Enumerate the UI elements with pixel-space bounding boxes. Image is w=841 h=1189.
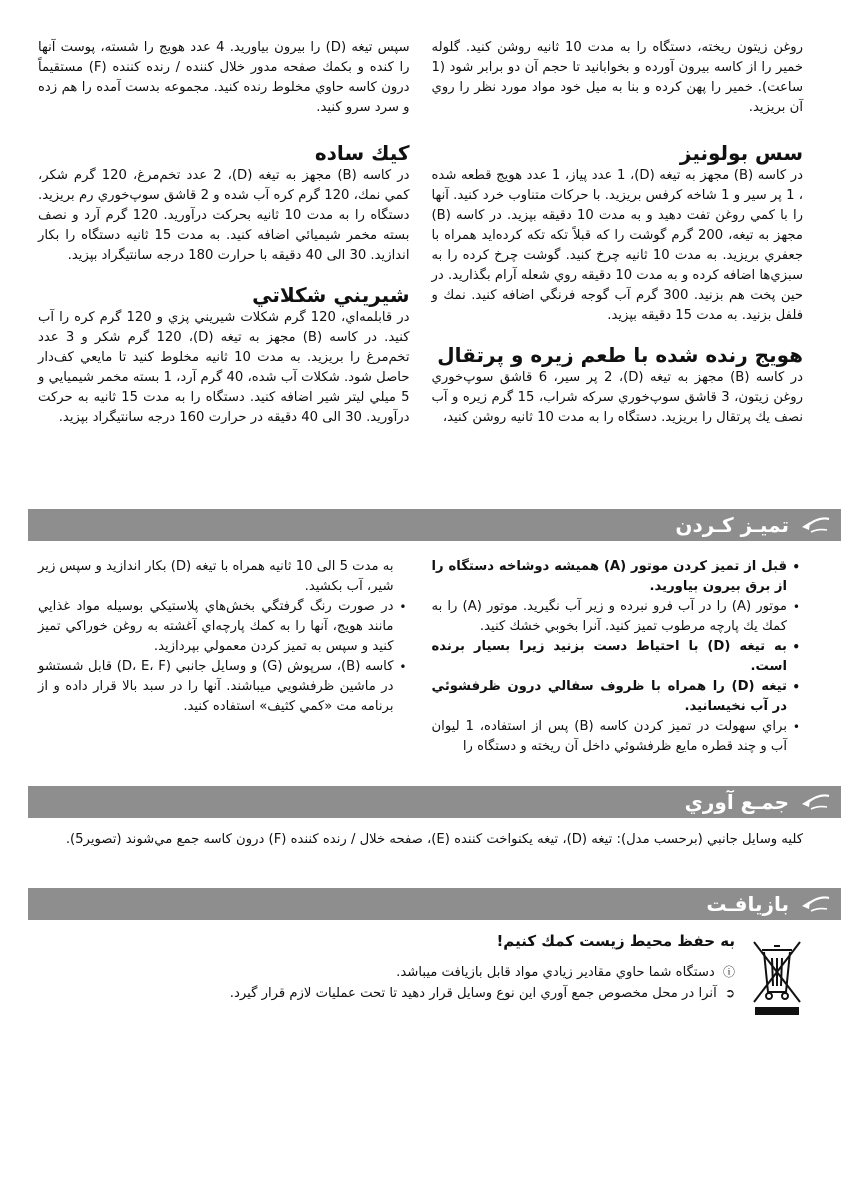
cleaning-item-stains: • در صورت رنگ گرفتگي بخش‌هاي پلاستيكي بوسيله مواد غذايي مانند هويج، آنها را به كمك پارچه‌اي آغشته به روغن خوراكي تميز كنيد و سپس به تميز كردن معمولي بپردازيد. xyxy=(38,597,394,657)
info-icon: ⓘ xyxy=(722,965,735,979)
cleaning-list-left xyxy=(38,597,410,717)
cleaning-item-blade-caution: • به تيغه (D) با احتياط دست بزنيد زيرا بسيار برنده است. xyxy=(432,637,788,677)
recycling-title: بازيافـت xyxy=(706,892,789,916)
carrot-title: هويج رنده شده با طعم زيره و پرتقال xyxy=(437,343,803,367)
recycling-line-1-text: دستگاه شما حاوي مقادير زيادي مواد قابل بازيافت ميباشد. xyxy=(396,965,715,980)
cleaning-title: تميـز كـردن xyxy=(675,513,789,537)
cleaning-section-bar xyxy=(28,509,841,541)
recycling-line-2-text: آنرا در محل مخصوص جمع آوري اين نوع وسايل قرار دهيد تا تحت عمليات لازم قرار گيرد. xyxy=(229,986,717,1001)
cleaning-item-bowl: • براي سهولت در تميز كردن كاسه (B) پس از استفاده، 1 ليوان آب و چند قطره مايع ظرفشوئي داخل آن ريخته و دستگاه را xyxy=(432,717,788,757)
recycling-line-1 xyxy=(115,962,735,983)
cake-title: كيك ساده xyxy=(314,141,410,165)
chocolate-title: شيريني شكلاتي xyxy=(252,283,410,307)
carrot-text: در كاسه (B) مجهز به تيغه (D)، 2 پر سير، 6 قاشق سوپ‌خوري روغن زيتون، 3 قاشق سوپ‌خوري سركه شراب، 15 گرم زيره و آب نصف يك پرتقال را بريزيد. دستگاه را به مدت 10 ثانيه روشن كنيد، xyxy=(431,370,804,425)
recycling-content xyxy=(115,932,735,1004)
recipes-right-column xyxy=(432,38,804,428)
pizza-continuation-text: روغن زيتون ريخته، دستگاه را به مدت 10 ثانيه روشن كنيد. گلوله خمير را از كاسه بيرون آورده و بخوابانيد تا حجم آن دو برابر شود (1 ساعت). خمير را پهن كرده و بنا به ميل خود مواد مورد نظر را روي آن بريزيد. xyxy=(431,40,803,115)
cleaning-item-motor: • موتور (A) را در آب فرو نبرده و زير آب نگيريد. موتور (A) را به كمك يك پارچه مرطوب تميز كنيد. آنرا بخوبي خشك كنيد. xyxy=(432,597,788,637)
recipes-left-column xyxy=(38,38,410,428)
curved-arrow-icon xyxy=(799,792,833,812)
bolognese-title: سس بولونيز xyxy=(679,141,803,165)
cleaning-continuation-text: به مدت 5 الی 10 ثانيه همراه با تيغه (D) بكار اندازيد و سپس زير شير، آب بكشيد. xyxy=(38,559,394,594)
recycling-heading: به حفظ محيط زيست كمك كنيم! xyxy=(496,932,735,950)
arrow-icon: ➲ xyxy=(724,986,735,1000)
cleaning-section xyxy=(38,557,803,757)
recycling-section-bar xyxy=(28,888,841,920)
cake-text: در كاسه (B) مجهز به تيغه (D)، 2 عدد تخم‌مرغ، 120 گرم شكر، كمي نمك، 120 گرم كره آب شده و 2 قاشق سوپ‌خوري رم بريزيد. دستگاه را به مدت 10 ثانيه بحركت درآوريد. 120 گرم آرد و نصف بسته مخمر شيميائي اضافه كنيد. به مدت 15 ثانيه دستگاه را بكار اندازيد. 30 الی 40 دقيقه با حرارت 180 درجه سانتيگراد بپزيد. xyxy=(38,168,410,263)
carrot-continuation-text: سپس تيغه (D) را بيرون بياوريد. 4 عدد هويج را شسته، پوست آنها را كنده و بكمك صفحه مدور خلال كننده / رنده كننده (F) مستقيماً درون كاسه حاوي مخلوط رنده كنيد. مجموعه بدست آمده را هم زده و سرد سرو كنيد. xyxy=(38,40,410,115)
storage-section-bar xyxy=(28,786,841,818)
chocolate-text: در قابلمه‌اي، 120 گرم شكلات شيريني پزي و 120 گرم كره را آب كنيد. در كاسه (B) مجهز به تيغه (D)، 120 گرم شكر و 3 عدد تخم‌مرغ را بريزيد. به مدت 10 ثانيه مخلوط كنيد تا مايعي كف‌دار حاصل شود. شكلات آب شده، 40 گرم آرد، 1 بسته مخمر شيميايي و 5 ميلي ليتر شير اضافه كنيد. دستگاه را به مدت 15 ثانيه به حركت درآوريد. 30 الی 40 دقيقه در حرارت 160 درجه سانتيگراد بپزيد. xyxy=(38,310,410,425)
cleaning-right-column xyxy=(432,557,804,757)
curved-arrow-icon xyxy=(799,894,833,914)
cleaning-item-blade-soak: • تيغه (D) را همراه با ظروف سفالي درون ظرفشوئي در آب نخيسانيد. xyxy=(432,677,788,717)
curved-arrow-icon xyxy=(799,515,833,535)
cleaning-left-column xyxy=(38,557,410,757)
recipes-section xyxy=(38,38,803,428)
crossed-out-wheelie-bin-icon xyxy=(750,938,804,1018)
bolognese-text: در كاسه (B) مجهز به تيغه (D)، 1 عدد پياز، 1 عدد هويج قطعه شده ، 1 پر سير و 1 شاخه كرفس بريزيد. با حركات متناوب خرد كنيد. آنها را با كمي روغن تفت دهيد و به مدت 10 دقيقه بپزيد. در كاسه (B) مجهز به تيغه، 200 گرم گوشت را كه قبلاً تكه تكه كرده‌ايد همراه با جعفري بريزيد. به مدت 10 ثانيه چرخ كنيد. گوشت چرخ كرده را به سبزي‌ها اضافه كرده و به مدت 10 دقيقه روي شعله آرام بگذاريد. در حين پخت هم بزنيد. 300 گرم آب گوجه فرنگي اضافه كنيد. نمك و فلفل بزنيد. به مدت 15 دقيقه بپزيد. xyxy=(431,168,804,323)
storage-title: جمـع آوري xyxy=(684,790,789,814)
storage-text: كليه وسايل جانبي (برحسب مدل): تيغه (D)، تيغه يكنواخت كننده (E)، صفحه خلال / رنده كننده (F) درون كاسه جمع مي‌شوند (تصوير5). xyxy=(65,832,803,847)
cleaning-item-unplug: • قبل از تميز كردن موتور (A) هميشه دوشاخه دستگاه را از برق بيرون بياوريد. xyxy=(432,557,788,597)
cleaning-item-dishwasher: • كاسه (B)، سرپوش (G) و وسايل جانبي (D، E، F) قابل شستشو در ماشين ظرفشويي ميباشند. آنها را در سبد بالا قرار داده و از برنامه مت «كمي كثيف» استفاده كنيد. xyxy=(38,657,394,717)
cleaning-list-right xyxy=(432,557,804,757)
recycling-line-2 xyxy=(115,983,735,1004)
